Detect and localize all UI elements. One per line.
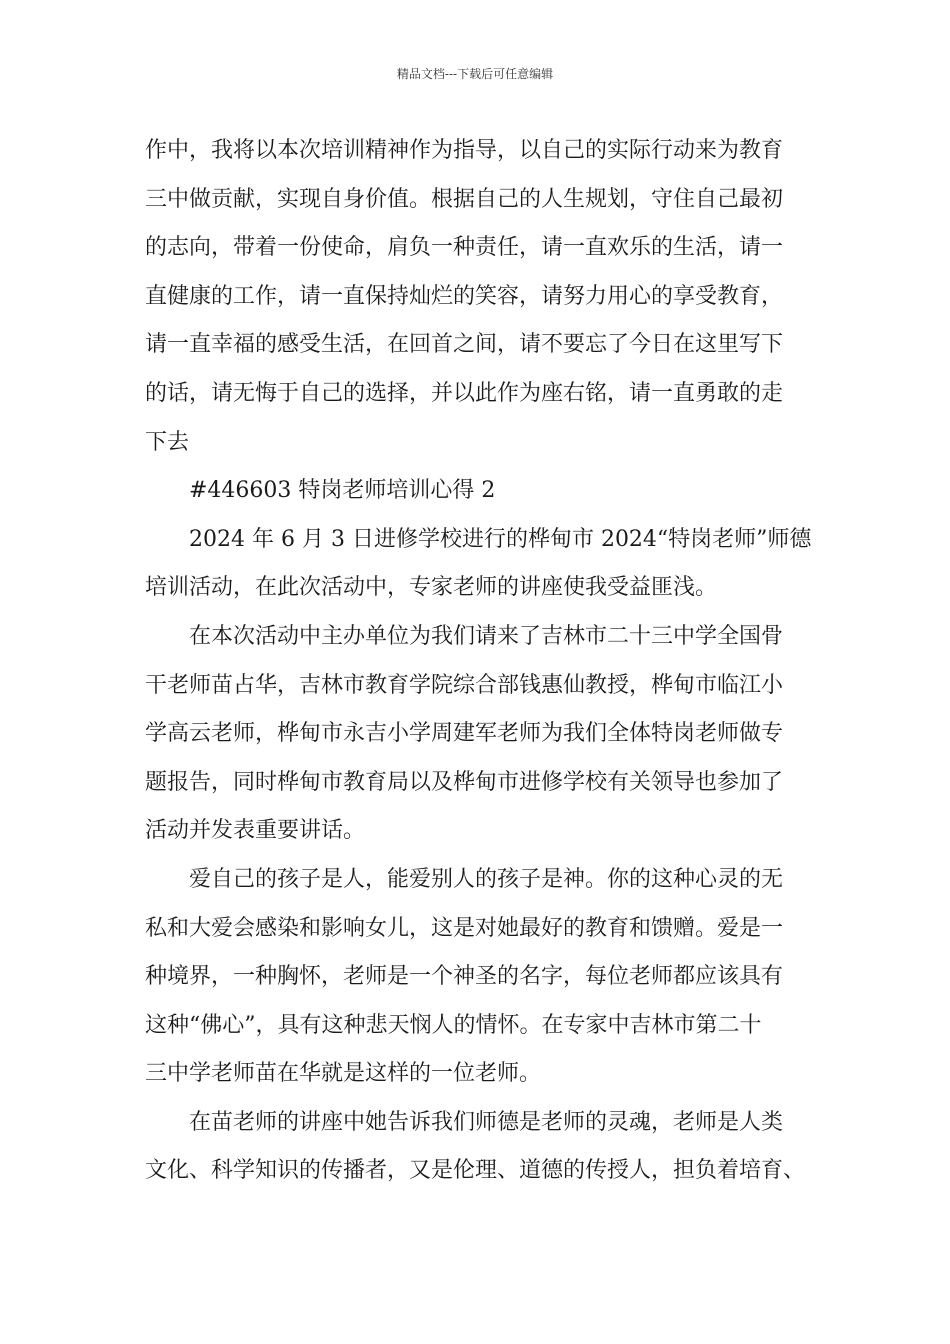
text-line: 的志向，带着一份使命，肩负一种责任，请一直欢乐的生活，请一 [145, 235, 784, 261]
text-line: 种境界，一种胸怀，老师是一个神圣的名字，每位老师都应该具有 [145, 964, 784, 990]
text-line: 下去 [145, 429, 190, 455]
page-header: 精品文档---下载后可任意编辑 [396, 67, 554, 81]
text-line: 三中学老师苗在华就是这样的一位老师。 [145, 1061, 542, 1087]
text-line: 题报告，同时桦甸市教育局以及桦甸市进修学校有关领导也参加了 [145, 769, 784, 795]
text-line: 三中做贡献，实现自身价值。根据自己的人生规划，守住自己最初 [145, 186, 784, 212]
text-line: 这种“佛心”，具有这种悲天悯人的情怀。在专家中吉林市第二十 [145, 1012, 762, 1038]
text-line: 请一直幸福的感受生活，在回首之间，请不要忘了今日在这里写下 [145, 332, 784, 358]
text-line: 私和大爱会感染和影响女儿，这是对她最好的教育和馈赠。爱是一 [145, 915, 784, 941]
text-line: 学高云老师，桦甸市永吉小学周建军老师为我们全体特岗老师做专 [145, 721, 784, 747]
text-line: 文化、科学知识的传播者，又是伦理、道德的传授人，担负着培育、 [145, 1158, 806, 1184]
text-line: 活动并发表重要讲话。 [145, 818, 366, 844]
text-line: 培训活动，在此次活动中，专家老师的讲座使我受益匪浅。 [145, 575, 718, 601]
text-line: 爱自己的孩子是人，能爱别人的孩子是神。你的这种心灵的无 [189, 866, 784, 892]
text-line: 干老师苗占华，吉林市教育学院综合部钱惠仙教授，桦甸市临江小 [145, 672, 784, 698]
text-line: 2024 年 6 月 3 日进修学校进行的桦甸市 2024“特岗老师”师德 [189, 526, 812, 552]
section-heading: #446603 特岗老师培训心得 2 [189, 478, 496, 504]
text-line: 作中，我将以本次培训精神作为指导，以自己的实际行动来为教育 [145, 138, 784, 163]
text-line: 在苗老师的讲座中她告诉我们师德是老师的灵魂，老师是人类 [189, 1109, 784, 1135]
text-line: 的话，请无悔于自己的选择，并以此作为座右铭，请一直勇敢的走 [145, 380, 784, 406]
document-body [145, 127, 825, 1196]
text-line: 直健康的工作，请一直保持灿烂的笑容，请努力用心的享受教育， [145, 283, 784, 309]
text-line: 在本次活动中主办单位为我们请来了吉林市二十三中学全国骨 [189, 623, 784, 649]
